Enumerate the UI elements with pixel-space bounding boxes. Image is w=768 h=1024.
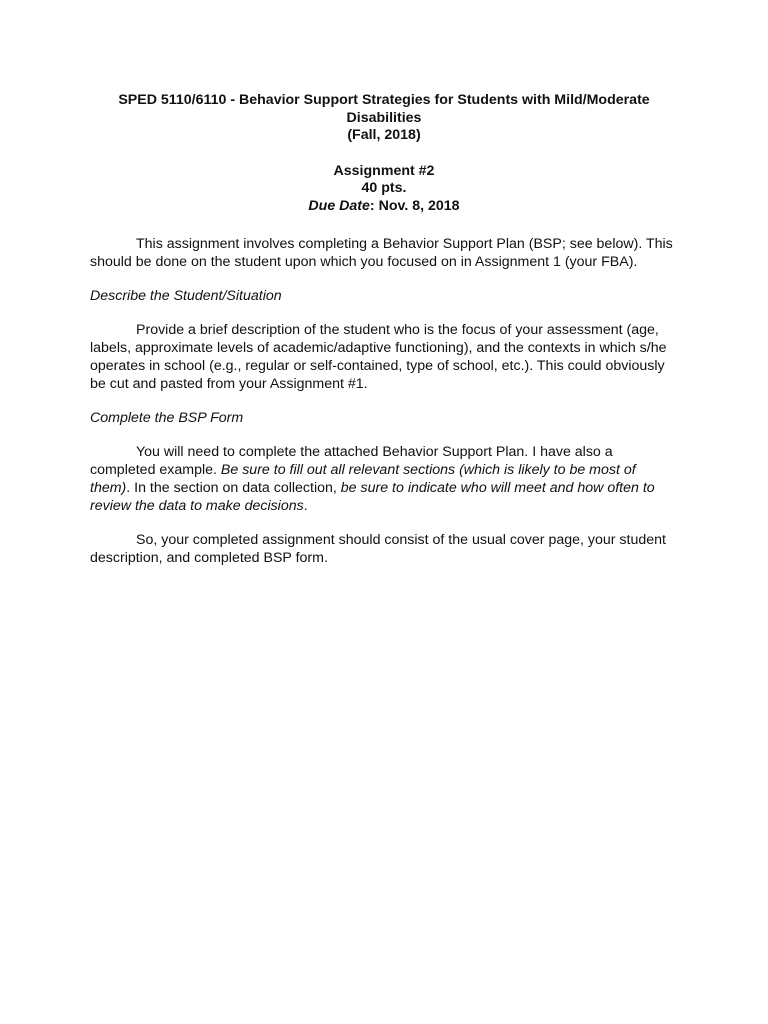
- intro-paragraph: This assignment involves completing a Behavior Support Plan (BSP; see below). This should be done on the student upon which you focused on in Assignment 1 (your FBA).: [90, 236, 673, 270]
- bsp-text-part3: .: [303, 498, 308, 514]
- bsp-text-italic1: Be sure to fill out all relevant sections (which is likely to be most of them): [90, 462, 636, 496]
- document-page: [90, 92, 678, 567]
- bsp-text-part1: You will need to complete the attached Behavior Support Plan. I have also a completed example.: [90, 444, 613, 478]
- section-heading-bsp: Complete the BSP Form: [90, 410, 244, 426]
- assignment-points: 40 pts.: [361, 180, 407, 196]
- closing-paragraph: So, your completed assignment should consist of the usual cover page, your student description, and completed BSP form.: [90, 532, 666, 566]
- course-title-block: [90, 92, 678, 145]
- due-date: [90, 198, 678, 216]
- assignment-number: Assignment #2: [333, 162, 435, 179]
- bsp-text-part2: . In the section on data collection,: [126, 480, 341, 496]
- bsp-text-italic2: be sure to indicate who will meet and how often to review the data to make decisions: [90, 480, 655, 514]
- course-term: (Fall, 2018): [347, 127, 421, 143]
- bsp-paragraph: [90, 443, 678, 515]
- due-date-value: : Nov. 8, 2018: [369, 197, 460, 214]
- due-date-label: Due Date: [308, 197, 370, 214]
- course-title-line2: Disabilities: [346, 109, 422, 126]
- describe-paragraph: Provide a brief description of the student who is the focus of your assessment (age, labels, approximate levels of academic/adaptive functioning), and the contexts in which s/he operates in school (e.g., regular or self-contained, type of school, etc.). This could obviously be cut and pasted from your Assignment #1.: [90, 322, 667, 392]
- course-title-line1: SPED 5110/6110 - Behavior Support Strategies for Students with Mild/Moderate: [118, 92, 650, 108]
- section-heading-describe: Describe the Student/Situation: [90, 288, 282, 304]
- assignment-block: [90, 163, 678, 216]
